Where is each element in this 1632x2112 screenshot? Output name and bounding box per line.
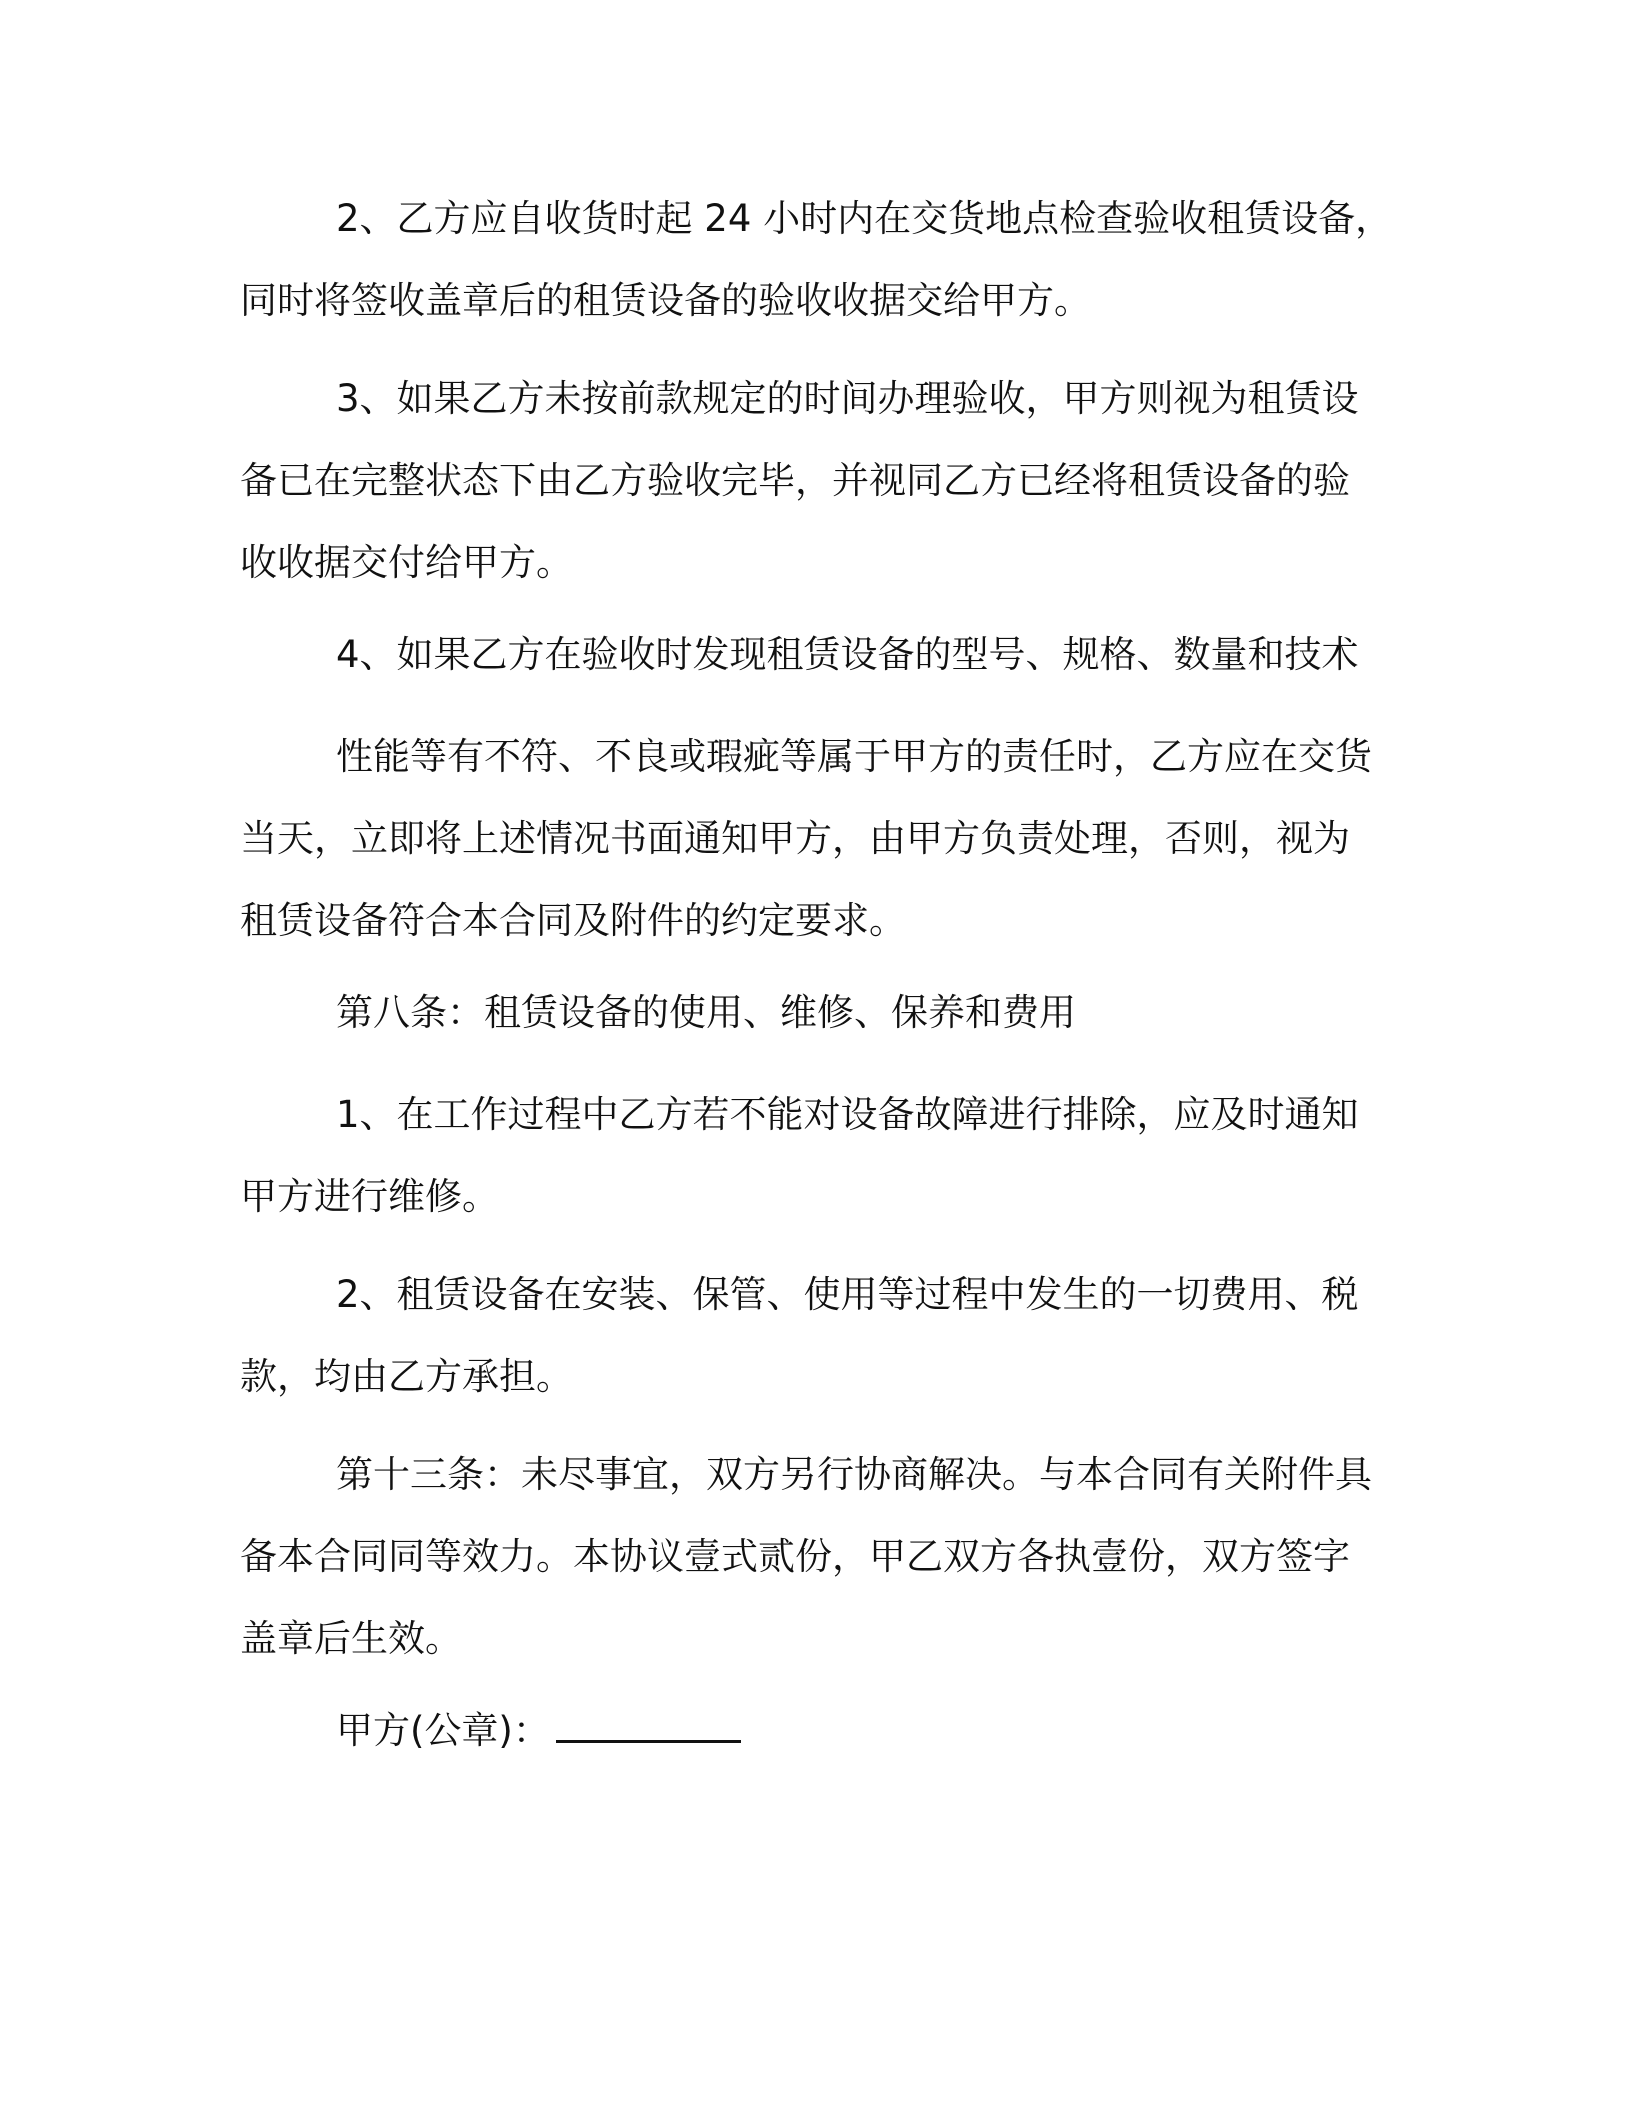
text-line: 款，均由乙方承担。 [240, 1355, 573, 1398]
text-line: 租赁设备符合本合同及附件的约定要求。 [240, 899, 906, 942]
text-line: 当天，立即将上述情况书面通知甲方，由甲方负责处理，否则，视为 [240, 817, 1350, 860]
article-13 [240, 1434, 1370, 1680]
signature-blank [556, 1700, 741, 1743]
text-line: 2、租赁设备在安装、保管、使用等过程中发生的一切费用、税 [336, 1273, 1359, 1316]
article-8-item-2 [240, 1254, 1370, 1418]
text-line: 第十三条：未尽事宜，双方另行协商解决。与本合同有关附件具 [336, 1453, 1372, 1496]
text-line: 备本合同同等效力。本协议壹式贰份，甲乙双方各执壹份，双方签字 [240, 1535, 1350, 1578]
clause-7-item-3 [240, 358, 1370, 604]
text-line: 备已在完整状态下由乙方验收完毕，并视同乙方已经将租赁设备的验 [240, 459, 1350, 502]
article-8-heading [240, 972, 1370, 1054]
party-a-seal-line [240, 1690, 1370, 1772]
text-line: 性能等有不符、不良或瑕疵等属于甲方的责任时，乙方应在交货 [336, 735, 1372, 778]
article-8-item-1 [240, 1074, 1370, 1238]
text-line: 4、如果乙方在验收时发现租赁设备的型号、规格、数量和技术 [336, 633, 1359, 676]
text-line: 同时将签收盖章后的租赁设备的验收收据交给甲方。 [240, 279, 1091, 322]
clause-7-item-4-continued [240, 716, 1370, 962]
clause-7-item-2 [240, 178, 1393, 342]
text-line: 3、如果乙方未按前款规定的时间办理验收，甲方则视为租赁设 [336, 377, 1359, 420]
text-line: 2、乙方应自收货时起 24 小时内在交货地点检查验收租赁设备， [336, 197, 1393, 240]
party-a-seal-label: 甲方(公章)： [336, 1709, 550, 1752]
text-line: 收收据交付给甲方。 [240, 541, 573, 584]
clause-7-item-4 [240, 614, 1370, 696]
text-line: 甲方进行维修。 [240, 1175, 499, 1218]
article-title: 第八条：租赁设备的使用、维修、保养和费用 [336, 991, 1076, 1034]
text-line: 盖章后生效。 [240, 1617, 462, 1660]
signature-block [240, 1690, 1370, 1772]
text-line: 1、在工作过程中乙方若不能对设备故障进行排除，应及时通知 [336, 1093, 1359, 1136]
